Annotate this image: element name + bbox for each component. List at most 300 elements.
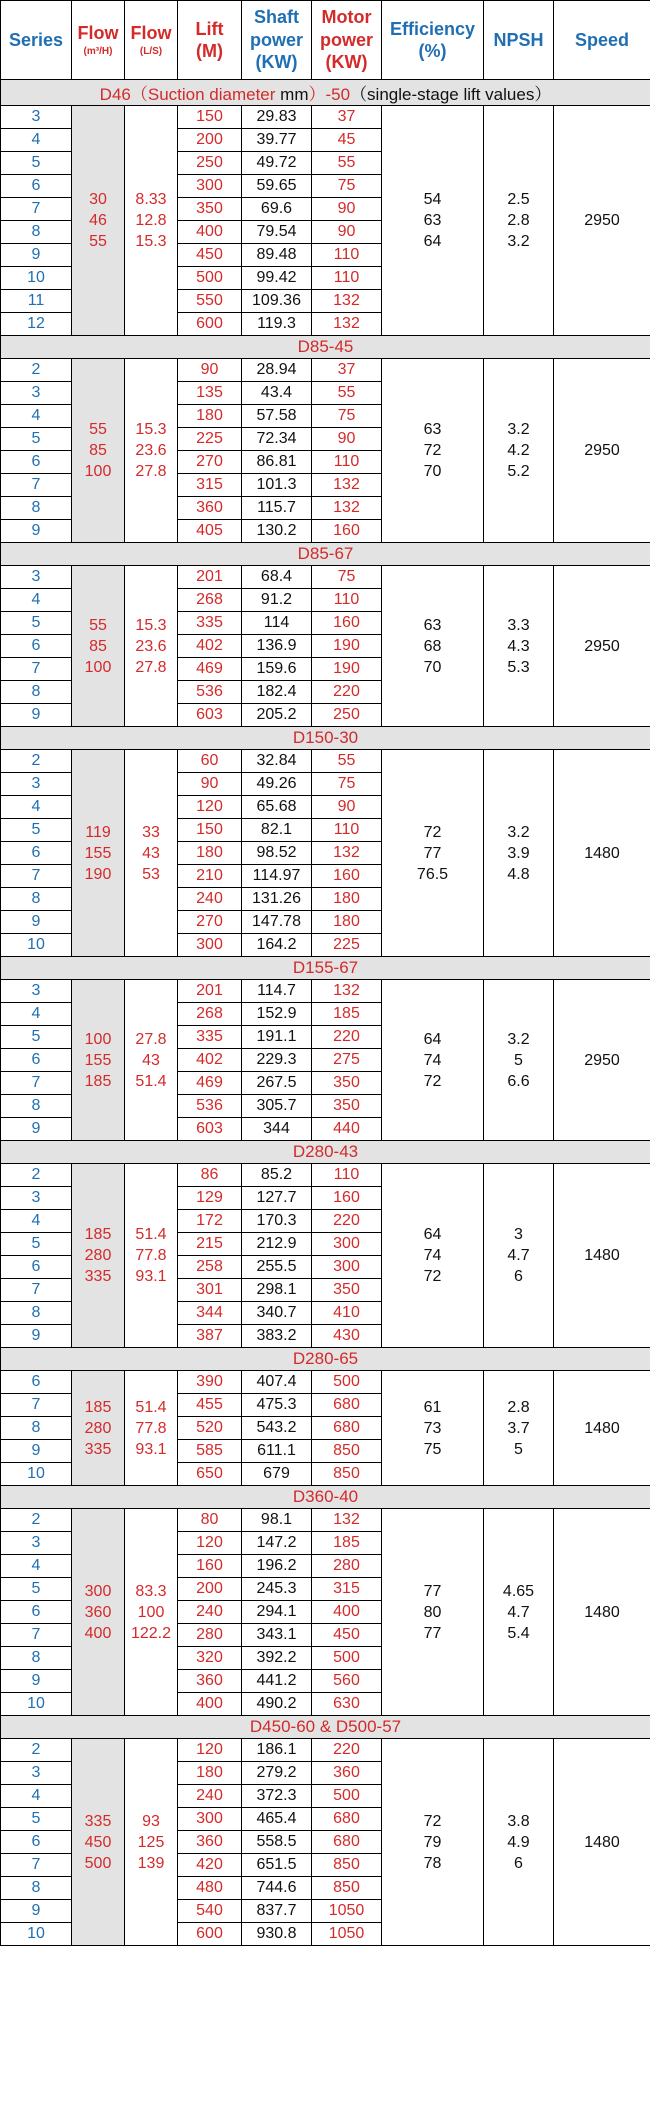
efficiency-value: 63: [423, 421, 442, 438]
lift-cell: 400: [178, 221, 242, 244]
lift-cell: 200: [178, 129, 242, 152]
shaft-power-cell: 43.4: [242, 382, 312, 405]
efficiency-value: 76.5: [416, 865, 449, 883]
motor-power-cell: 185: [312, 1532, 382, 1555]
series-cell: 5: [1, 1808, 72, 1831]
section-title: D85-45: [1, 336, 650, 359]
shaft-power-cell: 196.2: [242, 1555, 312, 1578]
flow-m3h-value: 100: [84, 658, 112, 676]
shaft-power-cell: 170.3: [242, 1210, 312, 1233]
speed-cell: 2950: [554, 359, 650, 543]
shaft-power-cell: 32.84: [242, 750, 312, 773]
section-title-part: （single-stage lift values）: [350, 85, 552, 104]
motor-power-cell: 110: [312, 267, 382, 290]
series-cell: 3: [1, 980, 72, 1003]
shaft-power-cell: 383.2: [242, 1325, 312, 1348]
shaft-power-cell: 29.83: [242, 106, 312, 129]
efficiency-value: 70: [423, 658, 442, 676]
shaft-power-cell: 164.2: [242, 934, 312, 957]
lift-cell: 469: [178, 658, 242, 681]
npsh-value: 2.8: [507, 212, 530, 229]
flow-ls-value: 27.8: [135, 463, 167, 480]
series-cell: 3: [1, 566, 72, 589]
flow-ls-value: 51.4: [135, 1226, 167, 1243]
flow-m3h-value: 85: [89, 442, 107, 459]
npsh-value: 6: [514, 1854, 523, 1872]
series-cell: 10: [1, 1463, 72, 1486]
motor-power-cell: 630: [312, 1693, 382, 1716]
efficiency-value: 63: [423, 616, 442, 634]
flow-m3h-value: 335: [84, 1440, 112, 1458]
shaft-power-cell: 79.54: [242, 221, 312, 244]
flow-m3h-value: 400: [84, 1624, 112, 1642]
shaft-power-cell: 441.2: [242, 1670, 312, 1693]
lift-cell: 215: [178, 1233, 242, 1256]
flow-ls-value: 53: [142, 865, 160, 883]
lift-cell: 160: [178, 1555, 242, 1578]
efficiency-cell: [382, 1164, 484, 1348]
flow-ls-value: 93.1: [135, 1268, 167, 1285]
series-cell: 7: [1, 865, 72, 888]
efficiency-value: 61: [423, 1398, 442, 1416]
lift-cell: 550: [178, 290, 242, 313]
series-cell: 9: [1, 1118, 72, 1141]
series-cell: 8: [1, 888, 72, 911]
header-efficiency: [382, 1, 484, 80]
lift-cell: 344: [178, 1302, 242, 1325]
lift-cell: 500: [178, 267, 242, 290]
series-cell: 2: [1, 750, 72, 773]
section-header-row: [1, 727, 650, 750]
speed-cell: 1480: [554, 1164, 650, 1348]
flow-ls-cell: [125, 1371, 178, 1486]
shaft-power-cell: 59.65: [242, 175, 312, 198]
efficiency-cell: [382, 566, 484, 727]
shaft-power-cell: 279.2: [242, 1762, 312, 1785]
lift-cell: 268: [178, 1003, 242, 1026]
motor-power-cell: 500: [312, 1785, 382, 1808]
shaft-power-cell: 49.26: [242, 773, 312, 796]
shaft-power-cell: 229.3: [242, 1049, 312, 1072]
motor-power-cell: 190: [312, 635, 382, 658]
lift-cell: 201: [178, 566, 242, 589]
lift-cell: 405: [178, 520, 242, 543]
npsh-value: 3.2: [507, 1030, 530, 1048]
lift-cell: 150: [178, 819, 242, 842]
motor-power-cell: 350: [312, 1095, 382, 1118]
shaft-power-cell: 85.2: [242, 1164, 312, 1187]
lift-cell: 240: [178, 1785, 242, 1808]
lift-cell: 80: [178, 1509, 242, 1532]
flow-m3h-cell: [72, 1739, 125, 1946]
section-title: D280-65: [1, 1348, 650, 1371]
motor-power-cell: 850: [312, 1877, 382, 1900]
series-cell: 2: [1, 359, 72, 382]
table-row: [1, 106, 650, 129]
npsh-value: 3.7: [507, 1419, 530, 1437]
motor-power-cell: 160: [312, 612, 382, 635]
series-cell: 8: [1, 221, 72, 244]
series-cell: 8: [1, 1302, 72, 1325]
flow-ls-value: 15.3: [135, 421, 167, 438]
motor-power-cell: 180: [312, 888, 382, 911]
motor-power-cell: 850: [312, 1463, 382, 1486]
flow-ls-value: 15.3: [135, 616, 167, 634]
flow-ls-value: 8.33: [135, 191, 167, 208]
header-shaft-power: [242, 1, 312, 80]
motor-power-cell: 55: [312, 750, 382, 773]
shaft-power-cell: 298.1: [242, 1279, 312, 1302]
header-efficiency-unit: (%): [418, 41, 447, 61]
lift-cell: 650: [178, 1463, 242, 1486]
flow-ls-value: 33: [142, 823, 160, 841]
shaft-power-cell: 930.8: [242, 1923, 312, 1946]
motor-power-cell: 90: [312, 796, 382, 819]
shaft-power-cell: 98.52: [242, 842, 312, 865]
lift-cell: 240: [178, 1601, 242, 1624]
flow-ls-value: 15.3: [135, 233, 167, 250]
flow-ls-value: 122.2: [130, 1624, 172, 1642]
lift-cell: 268: [178, 589, 242, 612]
npsh-value: 6: [514, 1268, 523, 1285]
shaft-power-cell: 99.42: [242, 267, 312, 290]
npsh-cell: [484, 980, 554, 1141]
lift-cell: 200: [178, 1578, 242, 1601]
flow-ls-value: 100: [137, 1603, 165, 1621]
motor-power-cell: 75: [312, 566, 382, 589]
series-cell: 4: [1, 1003, 72, 1026]
lift-cell: 300: [178, 175, 242, 198]
flow-m3h-value: 100: [84, 463, 112, 480]
motor-power-cell: 110: [312, 589, 382, 612]
shaft-power-cell: 115.7: [242, 497, 312, 520]
shaft-power-cell: 475.3: [242, 1394, 312, 1417]
motor-power-cell: 132: [312, 313, 382, 336]
shaft-power-cell: 372.3: [242, 1785, 312, 1808]
shaft-power-cell: 91.2: [242, 589, 312, 612]
header-flow-ls: [125, 1, 178, 80]
header-npsh: NPSH: [484, 1, 554, 80]
section-header-row: [1, 1141, 650, 1164]
npsh-value: 5: [514, 1051, 523, 1069]
flow-ls-value: 93.1: [135, 1440, 167, 1458]
npsh-value: 2.5: [507, 191, 530, 208]
motor-power-cell: 300: [312, 1256, 382, 1279]
lift-cell: 600: [178, 313, 242, 336]
motor-power-cell: 160: [312, 520, 382, 543]
section-title: D450-60 & D500-57: [1, 1716, 650, 1739]
series-cell: 5: [1, 428, 72, 451]
flow-ls-value: 93: [142, 1812, 160, 1830]
shaft-power-cell: 611.1: [242, 1440, 312, 1463]
lift-cell: 360: [178, 1831, 242, 1854]
npsh-cell: [484, 1509, 554, 1716]
motor-power-cell: 410: [312, 1302, 382, 1325]
efficiency-value: 74: [423, 1247, 442, 1264]
motor-power-cell: 430: [312, 1325, 382, 1348]
shaft-power-cell: 245.3: [242, 1578, 312, 1601]
lift-cell: 129: [178, 1187, 242, 1210]
lift-cell: 90: [178, 773, 242, 796]
shaft-power-cell: 114.7: [242, 980, 312, 1003]
efficiency-value: 63: [423, 212, 442, 229]
motor-power-cell: 680: [312, 1394, 382, 1417]
efficiency-value: 54: [423, 191, 442, 208]
efficiency-value: 64: [423, 1226, 442, 1243]
motor-power-cell: 680: [312, 1417, 382, 1440]
table-row: [1, 359, 650, 382]
series-cell: 10: [1, 934, 72, 957]
shaft-power-cell: 679: [242, 1463, 312, 1486]
series-cell: 7: [1, 658, 72, 681]
series-cell: 4: [1, 796, 72, 819]
lift-cell: 402: [178, 1049, 242, 1072]
motor-power-cell: 560: [312, 1670, 382, 1693]
header-flow-ls-unit: (L/S): [139, 46, 163, 57]
series-cell: 6: [1, 1601, 72, 1624]
flow-m3h-value: 185: [84, 1072, 112, 1090]
flow-ls-value: 43: [142, 844, 160, 862]
lift-cell: 150: [178, 106, 242, 129]
npsh-value: 5.3: [507, 658, 530, 676]
shaft-power-cell: 68.4: [242, 566, 312, 589]
shaft-power-cell: 98.1: [242, 1509, 312, 1532]
flow-ls-value: 43: [142, 1051, 160, 1069]
lift-cell: 120: [178, 1532, 242, 1555]
series-cell: 6: [1, 1049, 72, 1072]
lift-cell: 603: [178, 1118, 242, 1141]
motor-power-cell: 275: [312, 1049, 382, 1072]
header-shaft-line1: Shaft: [254, 7, 299, 28]
motor-power-cell: 250: [312, 704, 382, 727]
efficiency-cell: [382, 980, 484, 1141]
flow-ls-cell: [125, 1164, 178, 1348]
shaft-power-cell: 651.5: [242, 1854, 312, 1877]
motor-power-cell: 360: [312, 1762, 382, 1785]
flow-m3h-value: 360: [84, 1603, 112, 1621]
shaft-power-cell: 57.58: [242, 405, 312, 428]
npsh-value: 4.9: [507, 1833, 530, 1851]
lift-cell: 270: [178, 451, 242, 474]
shaft-power-cell: 343.1: [242, 1624, 312, 1647]
flow-m3h-value: 119: [85, 823, 111, 841]
flow-m3h-value: 55: [89, 421, 107, 438]
series-cell: 7: [1, 1854, 72, 1877]
series-cell: 6: [1, 1831, 72, 1854]
efficiency-value: 77: [423, 1582, 442, 1600]
efficiency-cell: [382, 1509, 484, 1716]
npsh-cell: [484, 1371, 554, 1486]
motor-power-cell: 90: [312, 198, 382, 221]
efficiency-value: 78: [423, 1854, 442, 1872]
series-cell: 9: [1, 704, 72, 727]
header-motor-line1: Motor: [321, 7, 372, 28]
npsh-value: 2.8: [507, 1398, 530, 1416]
series-cell: 4: [1, 1785, 72, 1808]
speed-cell: 1480: [554, 1509, 650, 1716]
series-cell: 7: [1, 1394, 72, 1417]
series-cell: 10: [1, 1693, 72, 1716]
speed-cell: 1480: [554, 1371, 650, 1486]
lift-cell: 520: [178, 1417, 242, 1440]
lift-cell: 536: [178, 681, 242, 704]
lift-cell: 270: [178, 911, 242, 934]
motor-power-cell: 75: [312, 405, 382, 428]
efficiency-value: 72: [423, 442, 442, 459]
shaft-power-cell: 82.1: [242, 819, 312, 842]
efficiency-value: 77: [423, 844, 442, 862]
shaft-power-cell: 65.68: [242, 796, 312, 819]
series-cell: 7: [1, 1072, 72, 1095]
table-row: [1, 980, 650, 1003]
motor-power-cell: 680: [312, 1808, 382, 1831]
motor-power-cell: 225: [312, 934, 382, 957]
shaft-power-cell: 465.4: [242, 1808, 312, 1831]
flow-m3h-value: 55: [89, 233, 107, 250]
series-cell: 4: [1, 129, 72, 152]
efficiency-cell: [382, 359, 484, 543]
section-title-part: （Suction diameter: [130, 85, 276, 104]
motor-power-cell: 315: [312, 1578, 382, 1601]
header-row: [1, 1, 650, 80]
flow-ls-cell: [125, 1739, 178, 1946]
speed-cell: 2950: [554, 106, 650, 336]
shaft-power-cell: 136.9: [242, 635, 312, 658]
motor-power-cell: 180: [312, 911, 382, 934]
npsh-value: 5: [514, 1440, 523, 1458]
efficiency-cell: [382, 1739, 484, 1946]
header-shaft-line3: (KW): [255, 52, 298, 73]
shaft-power-cell: 119.3: [242, 313, 312, 336]
flow-ls-value: 23.6: [135, 637, 167, 655]
series-cell: 8: [1, 1877, 72, 1900]
lift-cell: 300: [178, 1808, 242, 1831]
series-cell: 3: [1, 1762, 72, 1785]
motor-power-cell: 160: [312, 1187, 382, 1210]
npsh-value: 3.2: [507, 421, 530, 438]
header-shaft-line2: power: [249, 29, 303, 50]
series-cell: 9: [1, 1440, 72, 1463]
flow-m3h-cell: [72, 1509, 125, 1716]
motor-power-cell: 90: [312, 428, 382, 451]
flow-m3h-cell: [72, 106, 125, 336]
shaft-power-cell: 305.7: [242, 1095, 312, 1118]
lift-cell: 258: [178, 1256, 242, 1279]
lift-cell: 603: [178, 704, 242, 727]
shaft-power-cell: 114: [242, 612, 312, 635]
lift-cell: 250: [178, 152, 242, 175]
table-row: [1, 1509, 650, 1532]
flow-m3h-value: 85: [89, 637, 107, 655]
flow-m3h-value: 155: [84, 1051, 112, 1069]
shaft-power-cell: 543.2: [242, 1417, 312, 1440]
series-cell: 6: [1, 451, 72, 474]
flow-m3h-cell: [72, 359, 125, 543]
efficiency-value: 79: [423, 1833, 442, 1851]
flow-ls-value: 77.8: [135, 1247, 167, 1264]
series-cell: 5: [1, 612, 72, 635]
flow-ls-cell: [125, 359, 178, 543]
flow-m3h-value: 280: [84, 1419, 112, 1437]
shaft-power-cell: 205.2: [242, 704, 312, 727]
table-row: [1, 1371, 650, 1394]
flow-m3h-value: 280: [84, 1247, 112, 1264]
motor-power-cell: 280: [312, 1555, 382, 1578]
shaft-power-cell: 69.6: [242, 198, 312, 221]
motor-power-cell: 440: [312, 1118, 382, 1141]
series-cell: 5: [1, 1578, 72, 1601]
header-flow-m3h-label: Flow: [77, 22, 119, 43]
section-header-row: [1, 543, 650, 566]
lift-cell: 280: [178, 1624, 242, 1647]
motor-power-cell: 132: [312, 290, 382, 313]
flow-ls-value: 51.4: [135, 1398, 167, 1416]
section-title-part: ）-50: [308, 85, 351, 104]
npsh-value: 5.4: [507, 1624, 530, 1642]
table-row: [1, 566, 650, 589]
npsh-value: 5.2: [507, 463, 530, 480]
motor-power-cell: 350: [312, 1279, 382, 1302]
speed-cell: 2950: [554, 980, 650, 1141]
lift-cell: 120: [178, 1739, 242, 1762]
motor-power-cell: 110: [312, 819, 382, 842]
efficiency-value: 74: [423, 1051, 442, 1069]
efficiency-value: 72: [423, 1268, 442, 1285]
shaft-power-cell: 191.1: [242, 1026, 312, 1049]
series-cell: 9: [1, 1900, 72, 1923]
header-lift-unit: (M): [196, 41, 223, 61]
flow-m3h-value: 46: [89, 212, 107, 229]
motor-power-cell: 220: [312, 1026, 382, 1049]
lift-cell: 90: [178, 359, 242, 382]
series-cell: 4: [1, 1555, 72, 1578]
motor-power-cell: 220: [312, 681, 382, 704]
lift-cell: 536: [178, 1095, 242, 1118]
lift-cell: 201: [178, 980, 242, 1003]
efficiency-value: 80: [423, 1603, 442, 1621]
series-cell: 9: [1, 911, 72, 934]
series-cell: 3: [1, 773, 72, 796]
shaft-power-cell: 127.7: [242, 1187, 312, 1210]
lift-cell: 180: [178, 405, 242, 428]
series-cell: 5: [1, 819, 72, 842]
header-flow-m3h: [72, 1, 125, 80]
lift-cell: 360: [178, 1670, 242, 1693]
motor-power-cell: 37: [312, 359, 382, 382]
flow-m3h-value: 185: [84, 1226, 112, 1243]
npsh-value: 4.2: [507, 442, 530, 459]
series-cell: 9: [1, 1670, 72, 1693]
lift-cell: 120: [178, 796, 242, 819]
flow-ls-cell: [125, 106, 178, 336]
shaft-power-cell: 152.9: [242, 1003, 312, 1026]
series-cell: 3: [1, 1187, 72, 1210]
shaft-power-cell: 28.94: [242, 359, 312, 382]
shaft-power-cell: 255.5: [242, 1256, 312, 1279]
efficiency-value: 64: [423, 1030, 442, 1048]
series-cell: 8: [1, 681, 72, 704]
efficiency-value: 73: [423, 1419, 442, 1437]
npsh-value: 4.65: [502, 1582, 535, 1600]
series-cell: 8: [1, 497, 72, 520]
npsh-value: 6.6: [507, 1072, 530, 1090]
flow-m3h-cell: [72, 566, 125, 727]
efficiency-value: 72: [423, 823, 442, 841]
section-header-row: [1, 1348, 650, 1371]
motor-power-cell: 300: [312, 1233, 382, 1256]
table-body: [1, 80, 650, 1946]
section-title: D85-67: [1, 543, 650, 566]
